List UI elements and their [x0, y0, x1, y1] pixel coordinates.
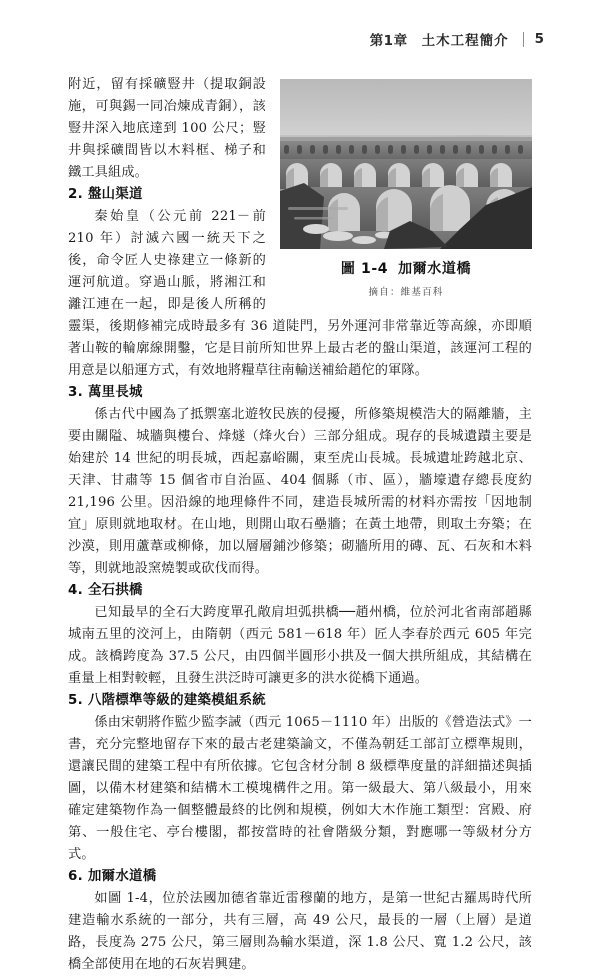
section-title-5: 八階標準等級的建築模組系統 — [87, 693, 266, 708]
page-number: 5 — [534, 31, 544, 47]
header-chapter-title: 土木工程簡介 — [421, 33, 509, 49]
section-number-2: 2. — [68, 187, 84, 202]
section-heading-3 — [68, 382, 532, 404]
aqueduct-illustration — [280, 79, 532, 249]
running-head — [0, 26, 600, 52]
section-body-4: 已知最早的全石大跨度單孔敞肩坦弧拱橋──趙州橋，位於河北省南部趙縣城南五里的洨河上，由隋朝（西元 581－618 年）匠人李春於西元 605 年完成。該橋跨度為 37.5 公尺，由四個半圓形小拱及一個大拱所組成，其結構在重量上相對較輕，且發生洪泛時可讓更多的洪水從橋下通過。 — [68, 605, 532, 686]
body-text-column — [68, 74, 532, 976]
section-number-5: 5. — [68, 693, 84, 708]
figure-caption — [280, 258, 532, 278]
section-body-3: 係古代中國為了抵禦塞北遊牧民族的侵擾，所修築規模浩大的隔離牆，主要由關隘、城牆與樓台、烽燧（烽火台）三部分組成。現存的長城遺蹟主要是始建於 14 世紀的明長城，西起嘉峪關，東至虎山長城。長城遺址跨越北京、天津、甘肅等 15 個省市自治區、404 個縣（市、區），牆壕遺存總長度約 21,196 公里。因沿線的地理條件不同，建造長城所需的材料亦需按「因地制宜」原則就地取材。在山地，則開山取石壘牆；在黃土地帶，則取土夯築；在沙漠，則用蘆葦或柳條，加以層層鋪沙修築；砌牆所用的磚、瓦、石灰和木料等，則就地設窯燒製或砍伐而得。 — [68, 407, 532, 576]
figure-caption-number: 圖 1-4 — [340, 261, 389, 277]
section-title-2: 盤山渠道 — [87, 187, 143, 202]
section-title-4: 全石拱橋 — [87, 583, 143, 598]
figure-caption-title: 加爾水道橋 — [398, 261, 472, 277]
header-chapter-number: 第1章 — [369, 33, 408, 49]
figure-source: 摘自：維基百科 — [368, 287, 444, 298]
section-number-3: 3. — [68, 385, 84, 400]
section-body-2: 秦始皇（公元前 221－前 210 年）討滅六國一統天下之後，命令匠人史祿建立一條新的運河航道。穿過山脈，將湘江和灕江連在一起，即是後人所稱的靈渠，後期修補完成時最多有 36 道陡門，另外運河非常靠近等高線，亦即順著山鞍的輪廓線開鑿，它是目前所知世界上最古老的盤山渠道，該運河工程的用意是以船運方式，有效地將糧草往南輸送補給趙佗的軍隊。 — [68, 209, 532, 378]
section-title-6: 加爾水道橋 — [87, 869, 157, 884]
section-title-3: 萬里長城 — [87, 385, 143, 400]
section-number-6: 6. — [68, 869, 84, 884]
opening-paragraph: 附近，留有採礦豎井（提取銅設施，可與錫一同冶煉成青銅），該豎井深入地底達到 100 公尺；豎井與採礦間皆以木料框、梯子和鐵工具組成。 — [68, 77, 266, 180]
section-heading-5 — [68, 690, 532, 712]
section-number-4: 4. — [68, 583, 84, 598]
section-heading-6 — [68, 866, 532, 888]
section-body-6: 如圖 1-4，位於法國加德省靠近雷穆蘭的地方，是第一世紀古羅馬時代所建造輸水系統的一部分，共有三層，高 49 公尺，最長的一層（上層）是道路，長度為 275 公尺，第三層則為輸水渠道，深 1.8 公尺、寬 1.2 公尺，該橋全部使用在地的石灰岩興建。 — [68, 891, 532, 972]
section-heading-4 — [68, 580, 532, 602]
figure-1-4 — [280, 79, 532, 298]
aqueduct-middle-tier — [280, 159, 532, 189]
aqueduct-top-tier — [280, 137, 532, 159]
aqueduct-photograph — [280, 79, 532, 249]
header-divider — [523, 32, 524, 47]
section-body-5: 係由宋朝將作監少監李誡（西元 1065－1110 年）出版的《營造法式》一書，充分完整地留存下來的最古老建築論文，不僅為朝廷工部訂立標準規則，還讓民間的建築工程中有所依據。它包含材分制 8 級標準度量的詳細描述與插圖，以備木材建築和結構木工模塊構件之用。第一級最大、第八級最小，用來確定建築物作為一個整體最終的比例和規模，例如大木作施工類型：宮殿、府第、一般住宅、亭台樓閣，都按當時的社會階級分類，對應哪一等級材分方式。 — [68, 715, 532, 862]
